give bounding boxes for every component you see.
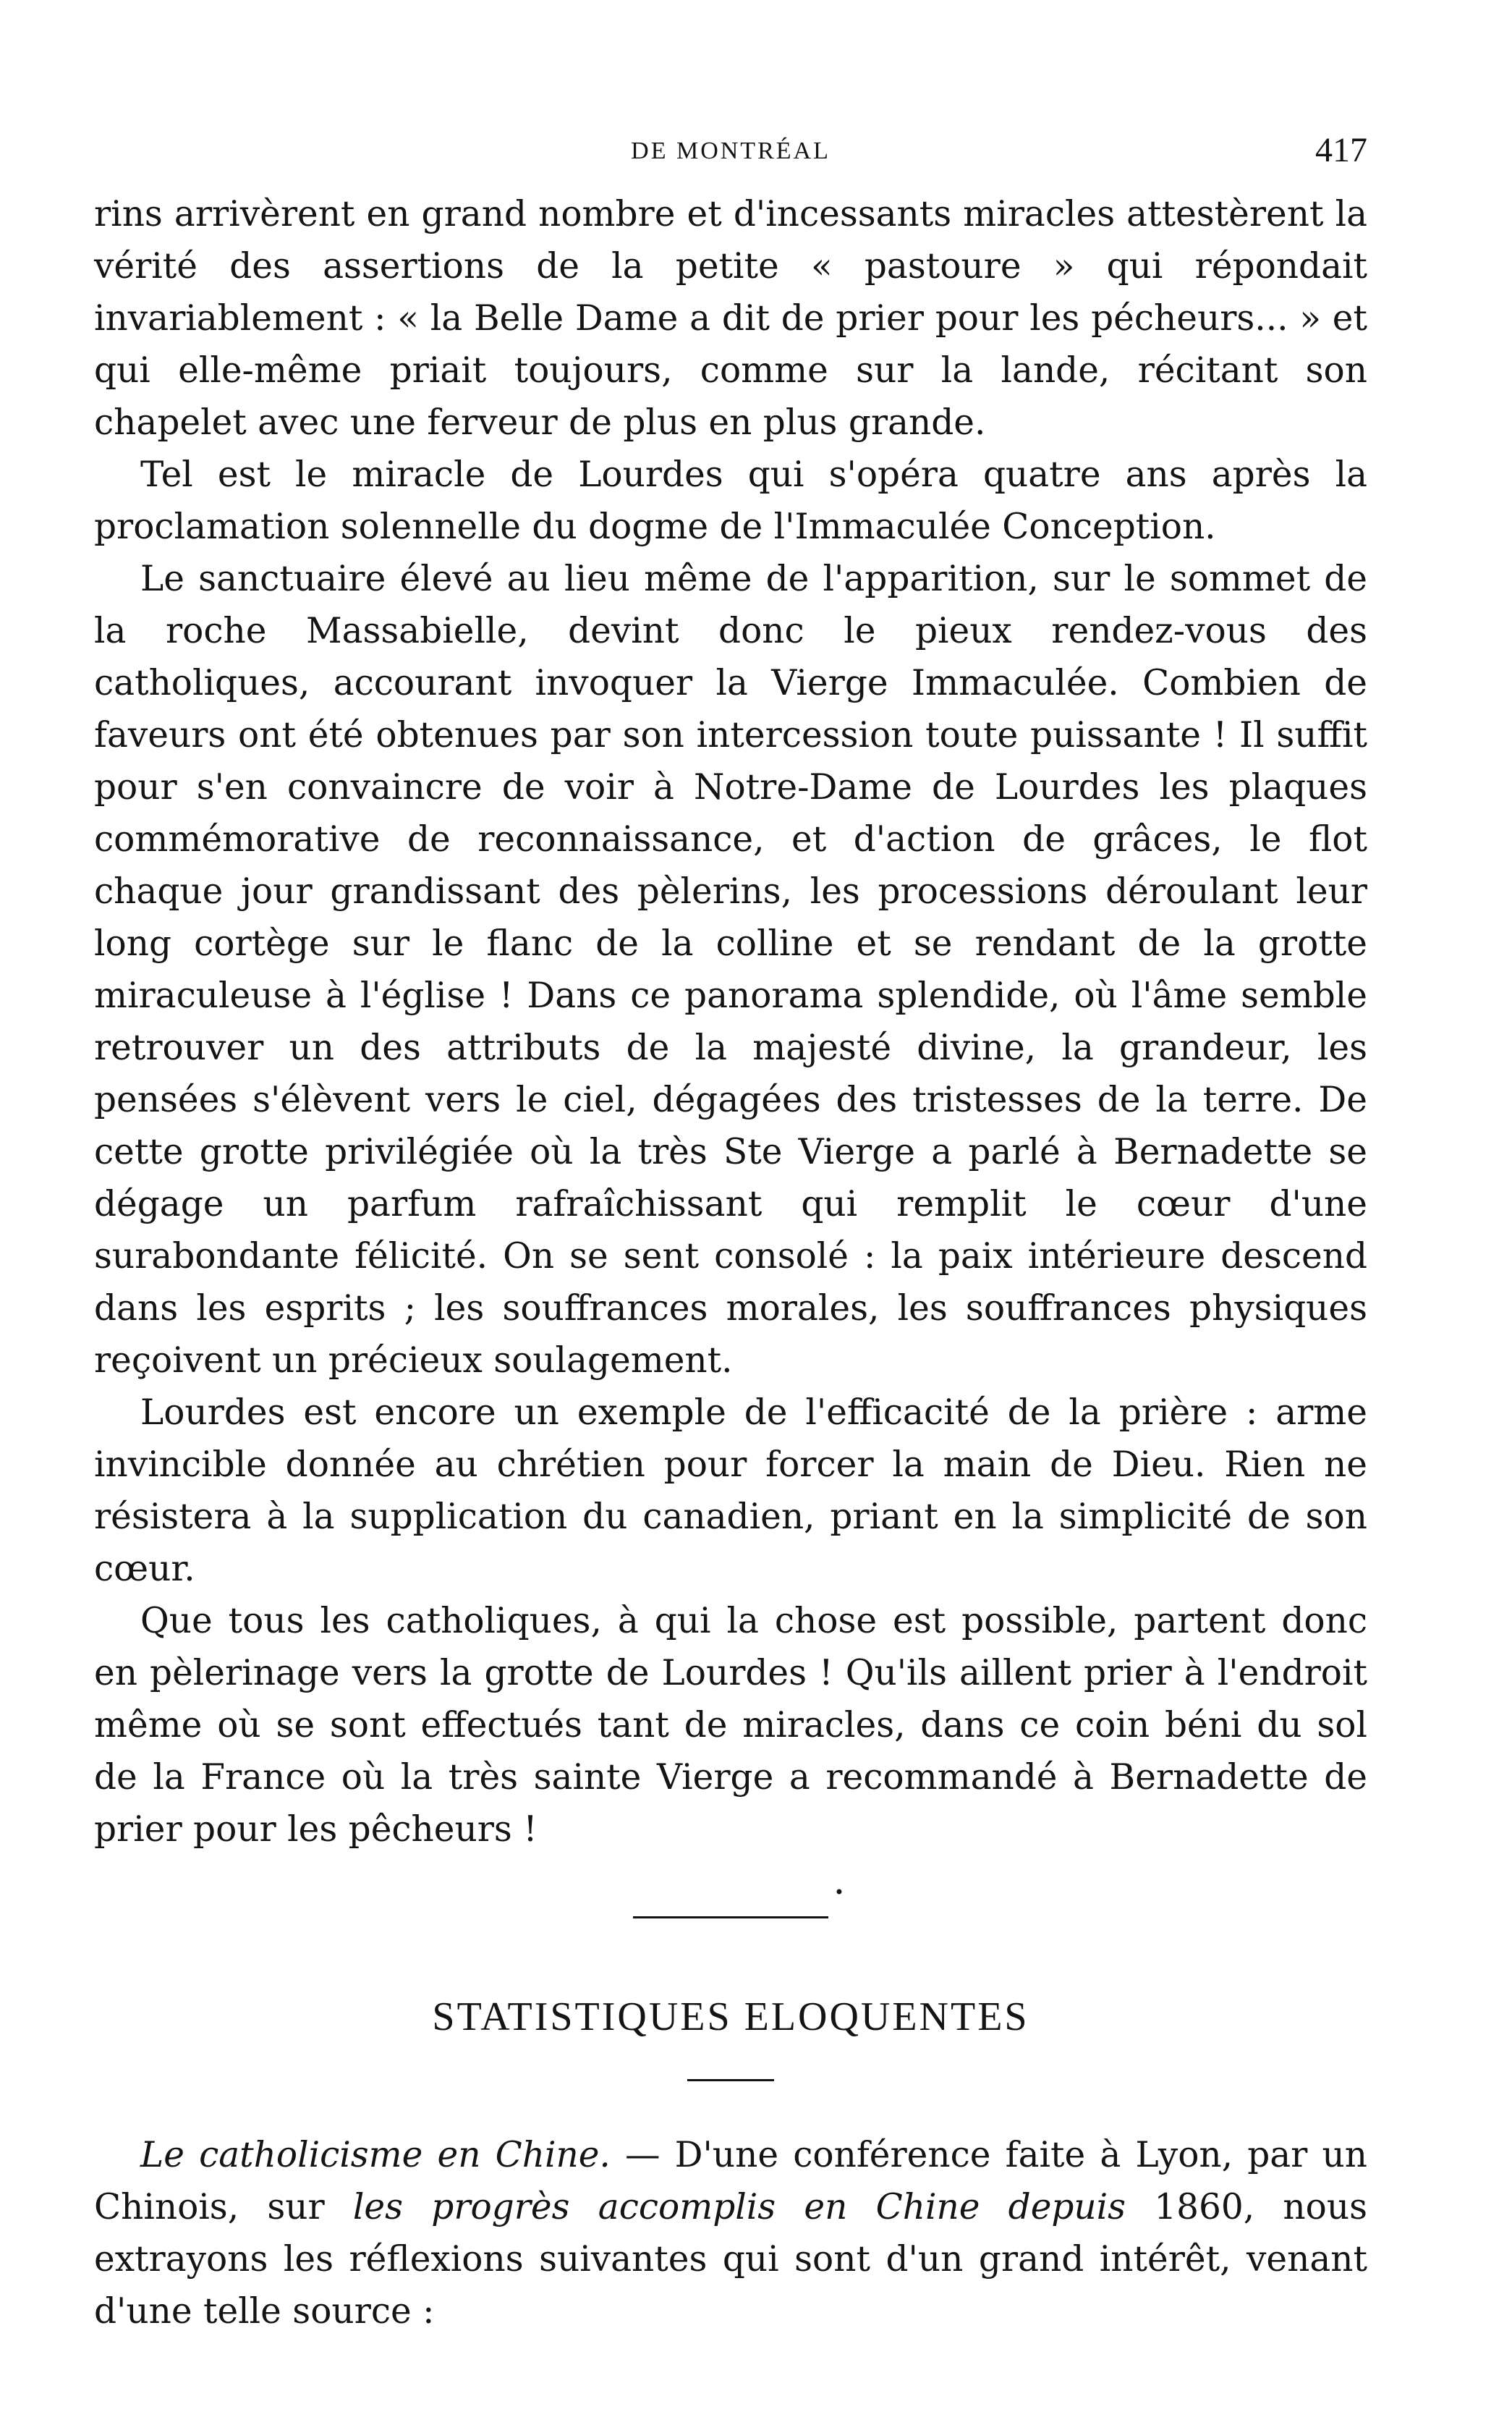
paragraph-4: Lourdes est encore un exemple de l'efficacité de la prière : arme invincible donnée au chrétien pour forcer la main de Dieu. Rien ne résistera à la supplication du canadien, priant en la simplicité de son cœur. <box>94 1392 1367 1589</box>
paragraph-3: Le sanctuaire élevé au lieu même de l'apparition, sur le sommet de la roche Massabielle, devint donc le pieux rendez-vous des catholiques, accourant invoquer la Vierge Immaculée. Combien de faveurs ont été obtenues par son intercession toute puissante ! Il suffit pour s'en convaincre de voir à Notre-Dame de Lourdes les plaques commémorative de reconnaissance, et d'action de grâces, le flot chaque jour grandissant des pèlerins, les processions déroulant leur long cortège sur le flanc de la colline et se rendant de la grotte miraculeuse à l'église ! Dans ce panorama splendide, où l'âme semble retrouver un des attributs de la majesté divine, la grandeur, les pensées s'élèvent vers le ciel, dégagées des tristesses de la terre. De cette grotte privilégiée où la très Ste Vierge a parlé à Bernadette se dégage un parfum rafraîchissant qui remplit le cœur d'une surabondante félicité. On se sent consolé : la paix intérieure descend dans les esprits ; les souffrances morales, les souffrances physiques reçoivent un précieux soulagement. <box>94 559 1367 1381</box>
section-lead-italic: Le catholicisme en Chine. <box>140 2135 611 2175</box>
section-continuation-text: 1860, nous extrayons les réflexions suivantes qui sont d'un grand intérêt, venant d'une telle source : <box>94 2187 1367 2332</box>
body-text <box>94 188 1367 2337</box>
section-lead-text: — D'une conférence faite à Lyon, par un Chinois, sur <box>94 2135 1367 2227</box>
title-underline-rule <box>687 2079 774 2081</box>
section-paragraph <box>94 2129 1367 2337</box>
paragraph-2: Tel est le miracle de Lourdes qui s'opéra quatre ans après la proclamation solennelle du dogme de l'Immaculée Conception. <box>94 454 1367 547</box>
book-page <box>94 123 1367 2337</box>
running-header <box>94 123 1367 188</box>
page-number: 417 <box>1315 131 1367 169</box>
section-title: STATISTIQUES ELOQUENTES <box>432 1994 1029 2039</box>
paragraph-5: Que tous les catholiques, à qui la chose est possible, partent donc en pèlerinage vers la grotte de Lourdes ! Qu'ils aillent prier à l'endroit même où se sont effectués tant de miracles, dans ce coin béni du sol de la France où la très sainte Vierge a recommandé à Bernadette de prier pour les pêcheurs ! <box>94 1601 1367 1850</box>
end-mark: • <box>833 1882 845 1903</box>
running-title: DE MONTRÉAL <box>631 137 831 164</box>
paragraph-1: rins arrivèrent en grand nombre et d'incessants miracles attestèrent la vérité des assertions de la petite « pastoure » qui répondait invariablement : « la Belle Dame a dit de prier pour les pécheurs... » et qui elle-même priait toujours, comme sur la lande, récitant son chapelet avec une ferveur de plus en plus grande. <box>94 194 1367 443</box>
section-italic-phrase: les progrès accomplis en Chine depuis <box>352 2187 1126 2227</box>
section-divider-rule <box>633 1916 828 1918</box>
